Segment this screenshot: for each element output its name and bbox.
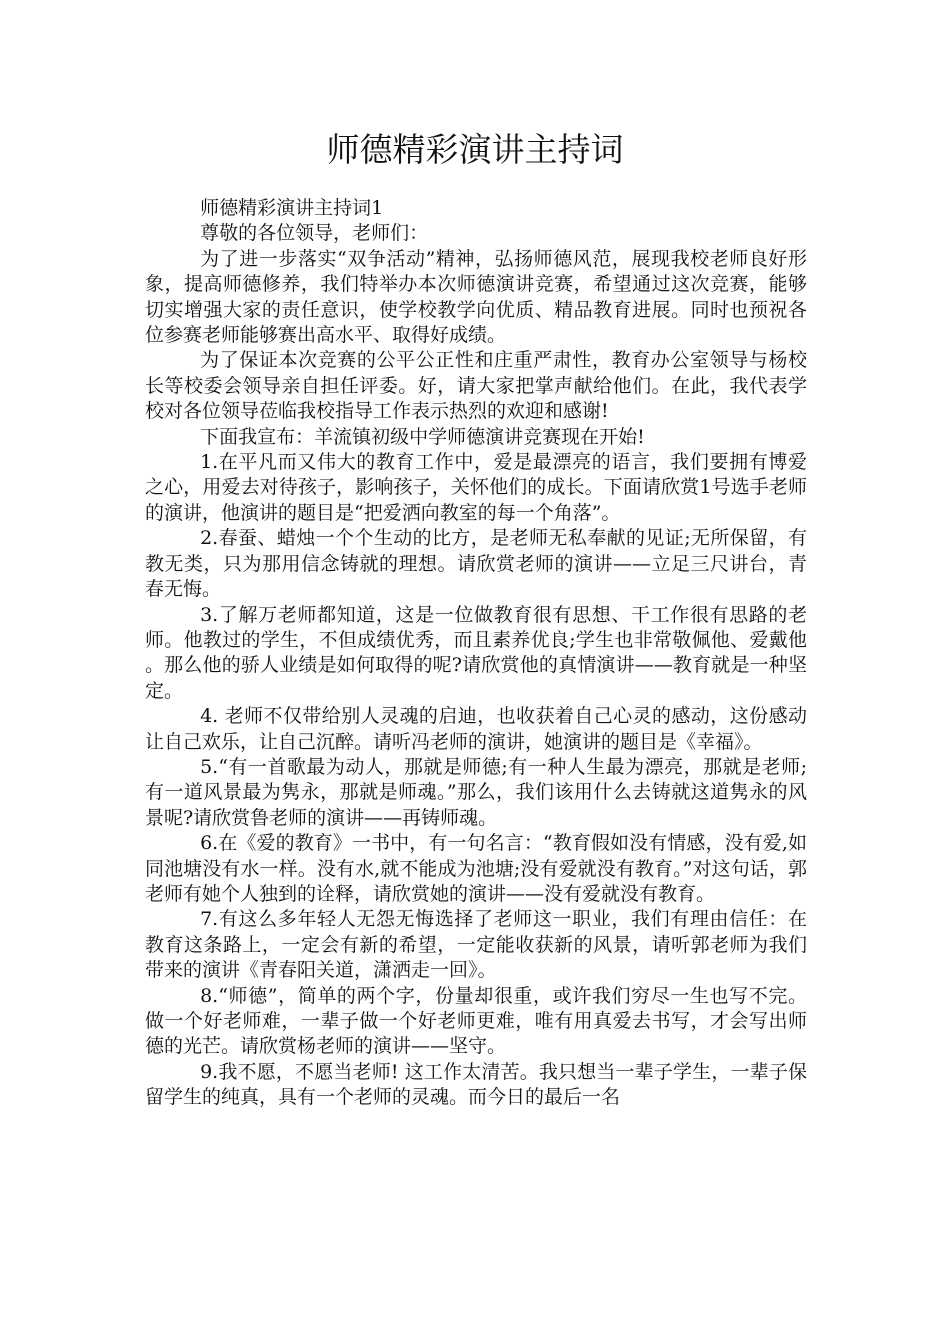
paragraph-item-9: 9.我不愿，不愿当老师! 这工作太清苦。我只想当一辈子学生，一辈子保留学生的纯真，具有一个老师的灵魂。而今日的最后一名 [145,1060,807,1109]
paragraph-item-4: 4. 老师不仅带给别人灵魂的启迪，也收获着自己心灵的感动，这份感动让自己欢乐，让自己沉醉。请听冯老师的演讲，她演讲的题目是《幸福》。 [145,705,807,753]
paragraph-judges: 为了保证本次竞赛的公平公正性和庄重严肃性，教育办公室领导与杨校长等校委会领导亲自担任评委。好，请大家把掌声献给他们。在此，我代表学校对各位领导莅临我校指导工作表示热烈的欢迎和感谢! [145,349,807,423]
document-body [145,196,807,1111]
paragraph-item-5: 5.“有一首歌最为动人，那就是师德;有一种人生最为漂亮，那就是老师;有一道风景最为隽永，那就是师魂。”那么，我们该用什么去铸就这道隽永的风景呢?请欣赏鲁老师的演讲——再铸师魂。 [145,755,807,829]
paragraph-item-3: 3.了解万老师都知道，这是一位做教育很有思想、干工作很有思路的老师。他教过的学生，不但成绩优秀，而且素养优良;学生也非常敬佩他、爱戴他。那么他的骄人业绩是如何取得的呢?请欣赏他的真情演讲——教育就是一种坚定。 [145,603,807,702]
paragraph-heading: 师德精彩演讲主持词1 [200,197,384,219]
document-title: 师德精彩演讲主持词 [326,130,624,169]
paragraph-item-1: 1.在平凡而又伟大的教育工作中，爱是最漂亮的语言，我们要拥有博爱之心，用爱去对待孩子，影响孩子，关怀他们的成长。下面请欣赏1号选手老师的演讲，他演讲的题目是“把爱洒向教室的每一个角落”。 [145,451,807,524]
paragraph-item-6: 6.在《爱的教育》一书中，有一句名言：“教育假如没有情感，没有爱,如同池塘没有水一样。没有水,就不能成为池塘;没有爱就没有教育。”对这句话，郭老师有她个人独到的诠释，请欣赏她的演讲——没有爱就没有教育。 [145,832,807,905]
paragraph-intro: 为了进一步落实“双争活动”精神，弘扬师德风范，展现我校老师良好形象，提高师德修养，我们特举办本次师德演讲竞赛，希望通过这次竞赛，能够切实增强大家的责任意识，使学校教学向优质、精品教育进展。同时也预祝各位参赛老师能够赛出高水平、取得好成绩。 [145,247,807,347]
paragraph-item-7: 7.有这么多年轻人无怨无悔选择了老师这一职业，我们有理由信任：在教育这条路上，一定会有新的希望，一定能收获新的风景，请听郭老师为我们带来的演讲《青春阳关道，潇洒走一回》。 [145,908,807,982]
paragraph-announcement: 下面我宣布：羊流镇初级中学师德演讲竞赛现在开始! [200,425,645,448]
paragraph-item-8: 8.“师德”，简单的两个字，份量却很重，或许我们穷尽一生也写不完。做一个好老师难，一辈子做一个好老师更难，唯有用真爱去书写，才会写出师德的光芒。请欣赏杨老师的演讲——坚守。 [145,984,807,1058]
paragraph-salutation: 尊敬的各位领导，老师们： [200,222,429,245]
paragraph-item-2: 2.春蚕、蜡烛一个个生动的比方，是老师无私奉献的见证;无所保留，有教无类，只为那用信念铸就的理想。请欣赏老师的演讲——立足三尺讲台，青春无悔。 [145,527,807,601]
